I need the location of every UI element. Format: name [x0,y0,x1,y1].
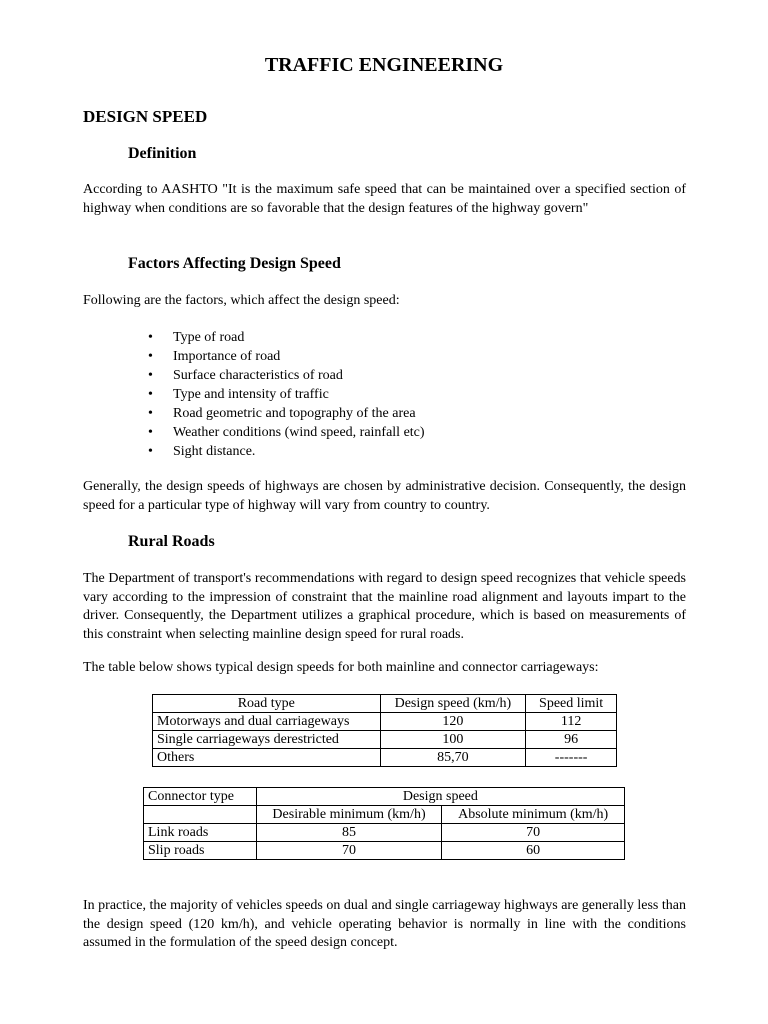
header-desirable-minimum: Desirable minimum (km/h) [256,806,442,824]
header-road-type: Road type [153,695,381,713]
table-cell: 85 [256,824,442,842]
section-heading: DESIGN SPEED [83,107,208,126]
list-item: • Type of road [128,328,425,347]
table-cell: 60 [442,842,625,860]
list-item: • Sight distance. [128,442,425,461]
rural-roads-text: The Department of transport's recommendations with regard to design speed recognizes that vehicle speeds vary according to the impression of constraint that the mainline road alignment and layouts impart to the driver. Consequently, the Department utilizes a graphical procedure, which is based on measurements of this constraint when selecting mainline design speed for rural roads. [83,571,686,642]
factors-intro: Following are the factors, which affect the design speed: [83,293,400,308]
list-item: • Weather conditions (wind speed, rainfall etc) [128,423,425,442]
definition-heading: Definition [128,145,197,162]
table-cell: Single carriageways derestricted [153,731,381,749]
table-cell: 70 [256,842,442,860]
rural-roads-heading: Rural Roads [128,533,215,550]
list-item: • Importance of road [128,347,425,366]
header-absolute-minimum: Absolute minimum (km/h) [442,806,625,824]
page-title: TRAFFIC ENGINEERING [264,54,504,76]
table-cell: Others [153,749,381,767]
table-cell: 70 [442,824,625,842]
table-cell: ------- [526,749,617,767]
factors-heading: Factors Affecting Design Speed [128,255,341,272]
table-cell: Slip roads [144,842,257,860]
definition-text: According to AASHTO "It is the maximum safe speed that can be maintained over a specified section of highway when conditions are so favorable that the design features of the highway govern" [83,182,686,216]
table-header-row [144,788,625,806]
list-item: • Surface characteristics of road [128,366,425,385]
table-cell-empty [144,806,257,824]
table-row [153,713,617,731]
header-design-speed: Design speed (km/h) [380,695,526,713]
table-row [153,731,617,749]
closing-paragraph: In practice, the majority of vehicles speeds on dual and single carriageway highways are generally less than the design speed (120 km/h), and vehicle operating behavior is normally in line with the conditions assumed in the formulation of the speed design concept. [83,898,686,950]
header-speed-limit: Speed limit [526,695,617,713]
table-cell: Link roads [144,824,257,842]
table-cell: 112 [526,713,617,731]
table-cell: 85,70 [380,749,526,767]
design-speed-table [152,694,617,767]
table-row [153,749,617,767]
table-row [144,842,625,860]
table-cell: 96 [526,731,617,749]
table-cell: 120 [380,713,526,731]
table-row [144,824,625,842]
table-cell: Motorways and dual carriageways [153,713,381,731]
factors-list [128,328,425,461]
header-connector-type: Connector type [144,788,257,806]
connector-speed-table [143,787,625,860]
list-item: • Type and intensity of traffic [128,385,425,404]
table-subheader-row [144,806,625,824]
table-cell: 100 [380,731,526,749]
factors-conclusion: Generally, the design speeds of highways are chosen by administrative decision. Consequently, the design speed for a particular type of highway will vary from country to country. [83,479,686,513]
table-header-row [153,695,617,713]
list-item: • Road geometric and topography of the area [128,404,425,423]
table-intro: The table below shows typical design speeds for both mainline and connector carriageways: [83,660,599,675]
header-design-speed: Design speed [256,788,624,806]
